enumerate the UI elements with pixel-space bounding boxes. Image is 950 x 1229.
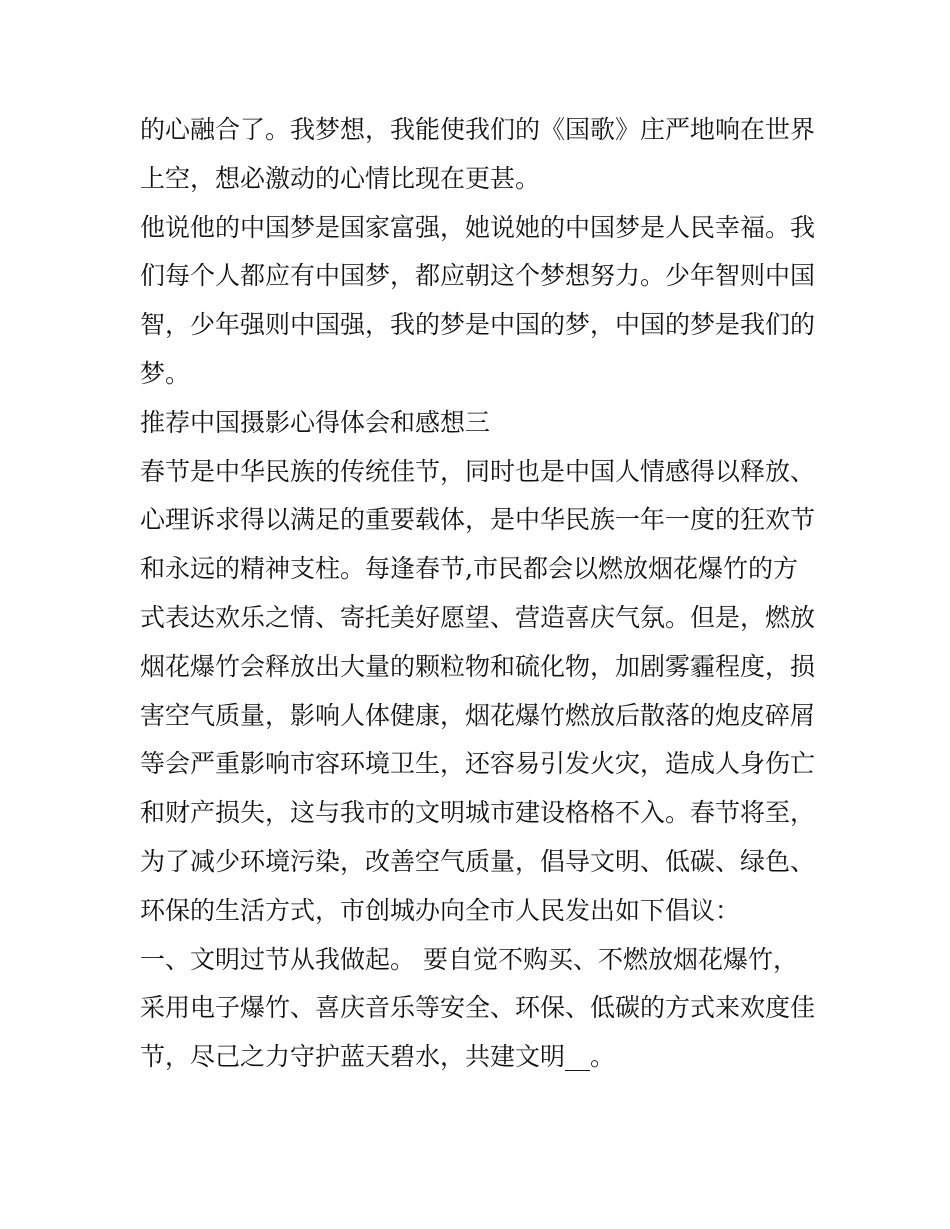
text-line: 环保的生活方式，市创城办向全市人民发出如下倡议： (140, 895, 741, 925)
section-heading: 推荐中国摄影心得体会和感想三 (140, 407, 491, 437)
text-line: 春节是中华民族的传统佳节，同时也是中国人情感得以释放、 (140, 456, 816, 486)
text-line: 上空，想必激动的心情比现在更甚。 (140, 163, 541, 193)
text-line: 一、文明过节从我做起。 要自觉不购买、不燃放烟花爆竹， (140, 944, 798, 974)
text-line: 节，尽己之力守护蓝天碧水，共建文明__。 (140, 1042, 616, 1072)
text-line: 智，少年强则中国强，我的梦是中国的梦，中国的梦是我们的 (140, 310, 816, 340)
text-line: 式表达欢乐之情、寄托美好愿望、营造喜庆气氛。但是，燃放 (140, 602, 816, 632)
text-line: 和永远的精神支柱。每逢春节,市民都会以燃放烟花爆竹的方 (140, 554, 798, 584)
text-line: 为了减少环境污染，改善空气质量，倡导文明、低碳、绿色、 (140, 846, 816, 876)
text-line: 害空气质量，影响人体健康，烟花爆竹燃放后散落的炮皮碎屑 (140, 700, 816, 730)
text-line: 们每个人都应有中国梦，都应朝这个梦想努力。少年智则中国 (140, 261, 816, 291)
text-line: 心理诉求得以满足的重要载体，是中华民族一年一度的狂欢节 (140, 505, 816, 535)
text-line: 采用电子爆竹、喜庆音乐等安全、环保、低碳的方式来欢度佳 (140, 993, 816, 1023)
text-line: 梦。 (140, 358, 191, 388)
text-line: 等会严重影响市容环境卫生，还容易引发火灾，造成人身伤亡 (140, 749, 816, 779)
text-line: 的心融合了。我梦想，我能使我们的《国歌》庄严地响在世界 (140, 115, 816, 144)
text-line: 烟花爆竹会释放出大量的颗粒物和硫化物，加剧雾霾程度，损 (140, 651, 816, 681)
text-line: 和财产损失，这与我市的文明城市建设格格不入。春节将至， (140, 798, 816, 828)
document-body (140, 106, 820, 1082)
text-line: 他说他的中国梦是国家富强，她说她的中国梦是人民幸福。我 (140, 212, 816, 242)
